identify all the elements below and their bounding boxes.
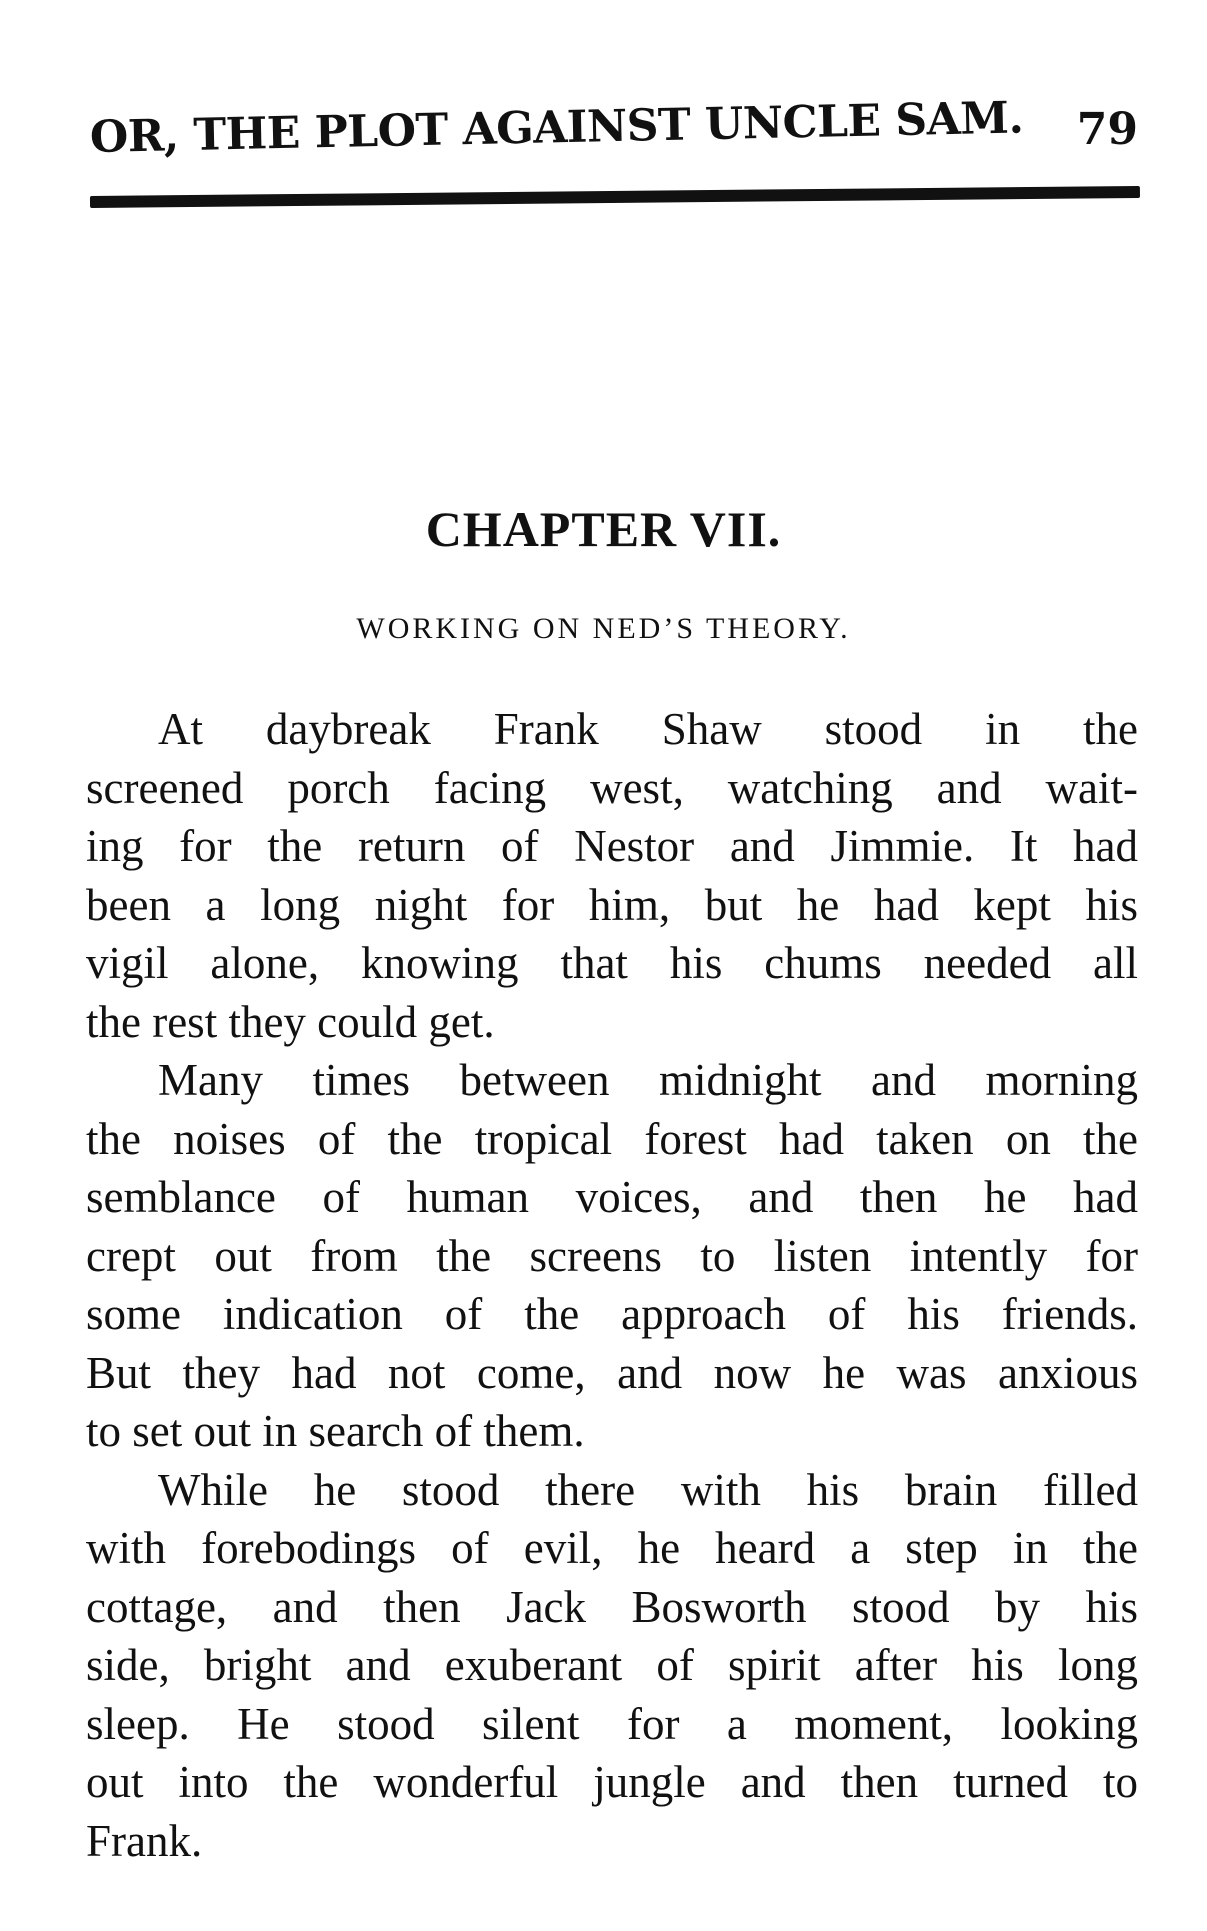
text-line: Frank.	[86, 1815, 203, 1866]
text-line: At daybreak Frank Shaw stood in the	[158, 704, 1138, 754]
text-line: While he stood there with his brain filled	[158, 1464, 1138, 1515]
text-line: ing for the return of Nestor and Jimmie. It had	[86, 821, 1138, 871]
paragraph-1	[86, 700, 1138, 1051]
body-text	[86, 700, 1138, 1870]
chapter-subtitle: WORKING ON NED’S THEORY.	[356, 612, 851, 645]
text-line: screened porch facing west, watching and wait-	[86, 762, 1138, 813]
page-number: 79	[1076, 104, 1138, 155]
text-line: the noises of the tropical forest had taken on the	[86, 1113, 1138, 1164]
paragraph-3	[86, 1461, 1138, 1871]
text-line: side, bright and exuberant of spirit after his long	[86, 1640, 1138, 1690]
text-line: cottage, and then Jack Bosworth stood by his	[86, 1581, 1138, 1632]
text-line: out into the wonderful jungle and then turned to	[86, 1757, 1138, 1807]
text-line: semblance of human voices, and then he had	[86, 1172, 1138, 1222]
text-line: with forebodings of evil, he heard a step in the	[86, 1523, 1138, 1573]
text-line: some indication of the approach of his friends.	[86, 1289, 1138, 1339]
text-line: the rest they could get.	[86, 996, 495, 1047]
text-line: to set out in search of them.	[86, 1406, 585, 1456]
chapter-title: CHAPTER VII.	[425, 501, 782, 557]
text-line: crept out from the screens to listen intently for	[86, 1230, 1138, 1281]
text-line: sleep. He stood silent for a moment, looking	[86, 1698, 1138, 1749]
paragraph-2	[86, 1051, 1138, 1461]
text-line: vigil alone, knowing that his chums needed all	[86, 938, 1138, 988]
text-line: been a long night for him, but he had kept his	[86, 879, 1138, 930]
running-head	[89, 92, 1140, 180]
text-line: But they had not come, and now he was anxious	[86, 1347, 1138, 1398]
text-line: Many times between midnight and morning	[158, 1055, 1138, 1105]
header-rule	[90, 186, 1140, 208]
running-title: OR, THE PLOT AGAINST UNCLE SAM.	[89, 92, 1024, 163]
